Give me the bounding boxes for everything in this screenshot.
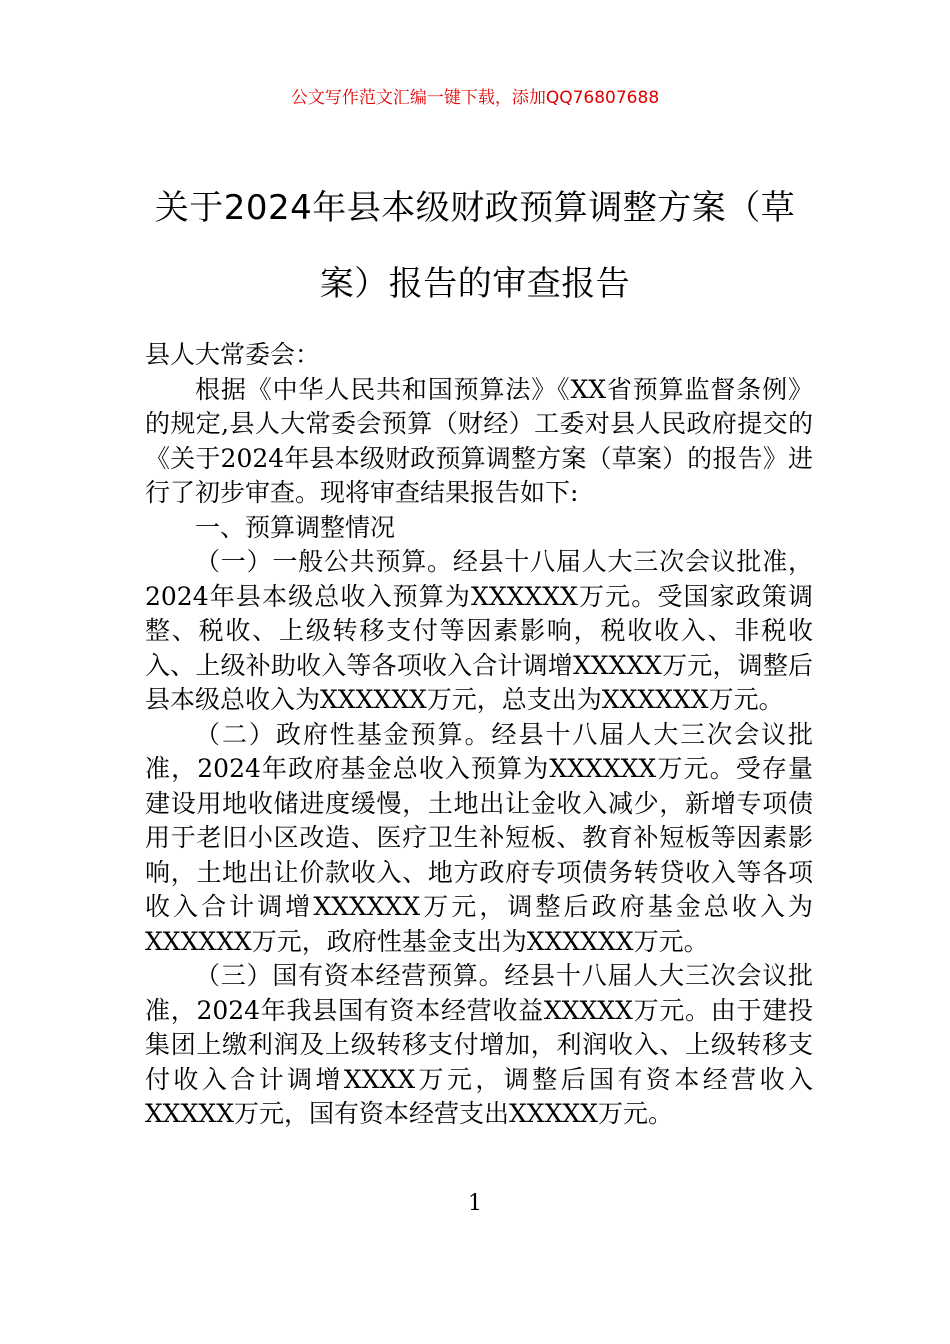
paragraph-general-budget: （一）一般公共预算。经县十八届人大三次会议批准，2024年县本级总收入预算为XXXXXX万元。受国家政策调整、税收、上级转移支付等因素影响，税收收入、非税收入、上级补助收入等各项收入合计调增XXXXX万元，调整后县本级总收入为XXXXXX万元，总支出为XXXXXX万元。 <box>145 547 813 714</box>
paragraph-government-fund: （二）政府性基金预算。经县十八届人大三次会议批准，2024年政府基金总收入预算为XXXXXX万元。受存量建设用地收储进度缓慢，土地出让金收入减少，新增专项债用于老旧小区改造、医疗卫生补短板、教育补短板等因素影响，土地出让价款收入、地方政府专项债务转贷收入等各项收入合计调增XXXXXX万元，调整后政府基金总收入为XXXXXX万元，政府性基金支出为XXXXXX万元。 <box>145 719 813 956</box>
title-line-1: 关于2024年县本级财政预算调整方案（草 <box>154 188 796 228</box>
download-promo-note: 公文写作范文汇编一键下载，添加QQ76807688 <box>290 88 660 108</box>
document-title <box>120 170 830 322</box>
page-number: 1 <box>468 1191 482 1216</box>
paragraph-state-capital: （三）国有资本经营预算。经县十八届人大三次会议批准，2024年我县国有资本经营收益XXXXX万元。由于建投集团上缴利润及上级转移支付增加，利润收入、上级转移支付收入合计调增XXXX万元，调整后国有资本经营收入XXXXX万元，国有资本经营支出XXXXX万元。 <box>145 961 813 1128</box>
document-body <box>145 338 813 1132</box>
section-heading-1: 一、预算调整情况 <box>195 512 396 542</box>
title-line-2: 案）报告的审查报告 <box>319 264 631 304</box>
salutation: 县人大常委会： <box>145 340 321 369</box>
intro-paragraph: 根据《中华人民共和国预算法》《XX省预算监督条例》的规定,县人大常委会预算（财经）工委对县人民政府提交的《关于2024年县本级财政预算调整方案（草案）的报告》进行了初步审查。现将审查结果报告如下: <box>145 374 813 507</box>
